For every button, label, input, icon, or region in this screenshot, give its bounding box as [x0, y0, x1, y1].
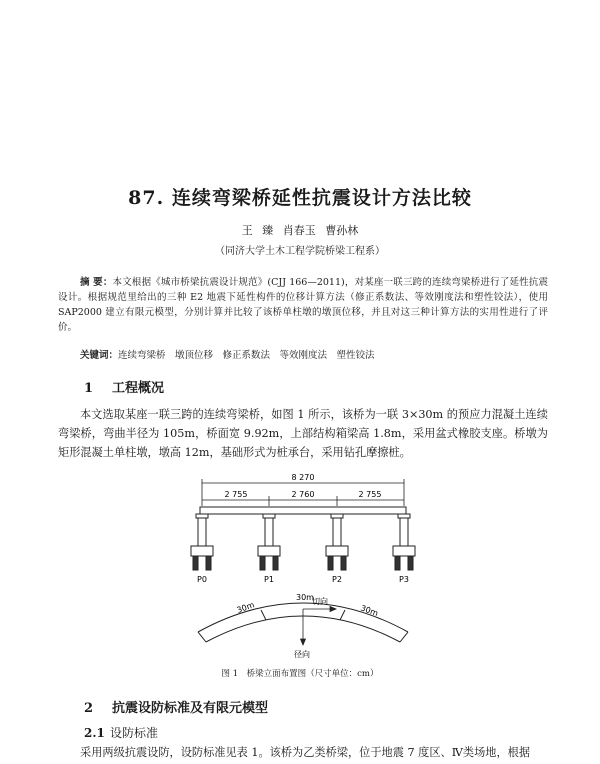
- girder: [200, 507, 406, 514]
- section-1-title: 工程概况: [112, 381, 165, 396]
- pier-label-p0: P0: [197, 575, 207, 584]
- dim-span-1: 2 755: [224, 490, 248, 499]
- pier-p1: [258, 514, 280, 570]
- section-2-1-number: 2.1: [84, 726, 105, 740]
- paper-title: 87. 连续弯梁桥延性抗震设计方法比较: [128, 187, 472, 209]
- pier-label-p2: P2: [332, 575, 342, 584]
- abstract: [58, 275, 548, 335]
- plan-label-middle: 30m: [296, 593, 314, 602]
- section-2-1-paragraph: 采用两级抗震设防，设防标准见表 1。该桥为乙类桥梁，位于地震 7 度区、Ⅳ类场地，根据: [80, 746, 531, 759]
- keywords-text: 连续弯梁桥 墩顶位移 修正系数法 等效刚度法 塑性铰法: [118, 350, 375, 361]
- pier-label-p3: P3: [399, 575, 409, 584]
- figure-caption: 图 1 桥梁立面布置图（尺寸单位：cm）: [221, 669, 379, 679]
- authors: 王 臻 肖春玉 曹孙林: [241, 224, 359, 237]
- keywords-label: 关键词：: [80, 350, 119, 361]
- section-2-1-heading: [84, 724, 158, 741]
- dim-span-2: 2 760: [291, 490, 315, 499]
- plan-label-left: 30m: [235, 600, 256, 615]
- keywords: [80, 347, 550, 361]
- radial-label: 径向: [294, 650, 310, 659]
- affiliation: （同济大学土木工程学院桥梁工程系）: [215, 246, 385, 257]
- pier-label-p1: P1: [264, 575, 274, 584]
- section-2-title: 抗震设防标准及有限元模型: [112, 701, 269, 716]
- plan-label-right: 30m: [359, 603, 380, 619]
- pier-p0: [191, 514, 213, 570]
- radial-arrow: [301, 609, 306, 645]
- pier-p3: [393, 514, 415, 570]
- pier-p2: [326, 514, 348, 570]
- abstract-text: 本文根据《城市桥梁抗震设计规范》(CJJ 166—2011)，对某座一联三跨的连续弯梁桥进行了延性抗震设计。根据规范里给出的三种 E2 地震下延性构件的位移计算方法（修正系数法、等效刚度法和塑性铰法），使用 SAP2000 建立有限元模型，分别计算并比较了该桥单柱墩的墩顶位移，并且对这三种计算方法的实用性进行了评价。: [58, 277, 548, 333]
- tangential-arrow: [303, 607, 336, 612]
- dim-span-3: 2 755: [358, 490, 382, 499]
- abstract-label: 摘 要：: [80, 277, 113, 288]
- section-1-paragraph: 本文选取某座一联三跨的连续弯梁桥，如图 1 所示，该桥为一联 3×30m 的预应力混凝土连续弯梁桥，弯曲半径为 105m，桥面宽 9.92m，上部结构箱梁高 1.8m，采用盆式橡胶支座。桥墩为矩形混凝土单柱墩，墩高 12m，基础形式为桩承台，采用钻孔摩擦桩。: [58, 408, 548, 459]
- section-2-heading: [84, 697, 268, 716]
- section-2-number: 2: [84, 701, 94, 716]
- section-1-number: 1: [84, 381, 94, 396]
- tangential-label: 切向: [312, 597, 328, 606]
- dim-total: 8 270: [291, 473, 315, 482]
- section-1-heading: [84, 377, 164, 396]
- section-2-1-title: 设防标准: [110, 726, 159, 740]
- figure-1: [0, 470, 600, 670]
